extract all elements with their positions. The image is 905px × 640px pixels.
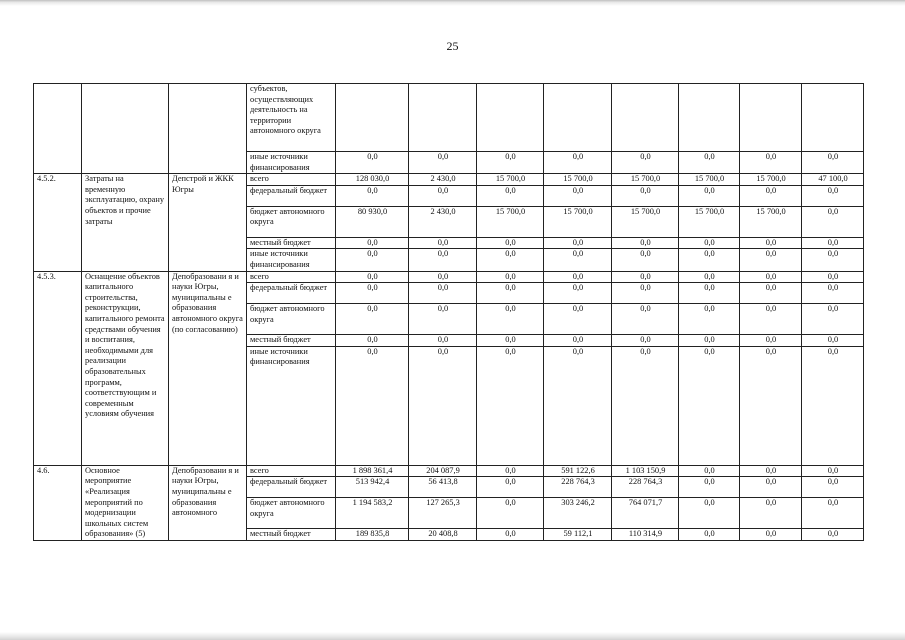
value-cell: 0,0	[544, 237, 612, 249]
source-cell: иные источники финансирования	[247, 249, 336, 271]
scan-edge-bottom	[0, 632, 905, 640]
value-cell: 0,0	[679, 152, 740, 174]
value-cell	[802, 84, 864, 152]
value-cell	[679, 84, 740, 152]
source-cell: местный бюджет	[247, 529, 336, 541]
value-cell: 189 835,8	[336, 529, 409, 541]
item-executor: Депобразовани я и науки Югры, муниципальны е образования автономного округа (по согласованию)	[169, 271, 247, 465]
value-cell: 591 122,6	[544, 465, 612, 477]
item-number: 4.6.	[34, 465, 82, 541]
value-cell: 0,0	[336, 152, 409, 174]
value-cell: 47 100,0	[802, 174, 864, 186]
value-cell: 0,0	[802, 185, 864, 206]
value-cell: 228 764,3	[544, 477, 612, 498]
value-cell: 0,0	[477, 465, 544, 477]
name-cell	[82, 84, 169, 174]
table-row	[34, 174, 864, 186]
value-cell: 0,0	[477, 304, 544, 335]
value-cell: 0,0	[477, 152, 544, 174]
value-cell: 0,0	[612, 271, 679, 283]
value-cell: 15 700,0	[612, 206, 679, 237]
value-cell: 0,0	[679, 477, 740, 498]
value-cell: 0,0	[740, 249, 802, 271]
value-cell: 0,0	[544, 271, 612, 283]
value-cell: 0,0	[336, 283, 409, 304]
value-cell: 0,0	[802, 498, 864, 529]
value-cell: 0,0	[802, 477, 864, 498]
value-cell: 0,0	[544, 249, 612, 271]
value-cell: 1 194 583,2	[336, 498, 409, 529]
value-cell: 0,0	[740, 185, 802, 206]
value-cell: 0,0	[740, 304, 802, 335]
source-cell: федеральный бюджет	[247, 477, 336, 498]
value-cell: 0,0	[802, 346, 864, 465]
value-cell: 0,0	[679, 283, 740, 304]
value-cell: 1 898 361,4	[336, 465, 409, 477]
value-cell: 0,0	[544, 304, 612, 335]
value-cell: 0,0	[336, 346, 409, 465]
item-name: Основное мероприятие «Реализация мероприятий по модернизации школьных систем образования» (5)	[82, 465, 169, 541]
value-cell: 0,0	[612, 283, 679, 304]
value-cell: 0,0	[679, 185, 740, 206]
value-cell: 0,0	[612, 346, 679, 465]
source-cell: субъектов, осуществляющих деятельность на территории автономного округа	[247, 84, 336, 152]
value-cell: 15 700,0	[740, 174, 802, 186]
value-cell: 0,0	[336, 237, 409, 249]
table-row	[34, 271, 864, 283]
value-cell: 2 430,0	[409, 174, 477, 186]
value-cell: 0,0	[612, 237, 679, 249]
source-cell: иные источники финансирования	[247, 152, 336, 174]
value-cell: 0,0	[336, 335, 409, 347]
value-cell	[740, 84, 802, 152]
value-cell: 15 700,0	[679, 206, 740, 237]
value-cell: 0,0	[612, 335, 679, 347]
value-cell: 80 930,0	[336, 206, 409, 237]
value-cell: 513 942,4	[336, 477, 409, 498]
value-cell: 0,0	[544, 152, 612, 174]
value-cell: 0,0	[679, 335, 740, 347]
value-cell: 0,0	[409, 335, 477, 347]
value-cell: 204 087,9	[409, 465, 477, 477]
source-cell: бюджет автономного округа	[247, 206, 336, 237]
value-cell: 0,0	[802, 237, 864, 249]
value-cell: 0,0	[802, 304, 864, 335]
executor-cell	[169, 84, 247, 174]
value-cell: 0,0	[336, 271, 409, 283]
value-cell: 110 314,9	[612, 529, 679, 541]
number-cell	[34, 84, 82, 174]
value-cell: 0,0	[409, 271, 477, 283]
value-cell: 0,0	[740, 529, 802, 541]
value-cell: 0,0	[740, 477, 802, 498]
value-cell: 15 700,0	[544, 174, 612, 186]
value-cell: 0,0	[802, 465, 864, 477]
value-cell: 0,0	[544, 283, 612, 304]
value-cell: 0,0	[679, 529, 740, 541]
value-cell: 0,0	[336, 249, 409, 271]
value-cell: 15 700,0	[740, 206, 802, 237]
value-cell: 0,0	[409, 185, 477, 206]
value-cell: 0,0	[802, 249, 864, 271]
value-cell: 0,0	[802, 152, 864, 174]
value-cell: 0,0	[679, 304, 740, 335]
table-row	[34, 84, 864, 152]
item-name: Затраты на временную эксплуатацию, охрану объектов и прочие затраты	[82, 174, 169, 271]
value-cell	[409, 84, 477, 152]
value-cell: 0,0	[477, 346, 544, 465]
value-cell: 0,0	[740, 335, 802, 347]
value-cell	[612, 84, 679, 152]
value-cell: 0,0	[802, 529, 864, 541]
value-cell: 0,0	[336, 185, 409, 206]
table-body	[34, 84, 864, 541]
value-cell: 0,0	[409, 304, 477, 335]
value-cell: 0,0	[477, 477, 544, 498]
source-cell: местный бюджет	[247, 335, 336, 347]
value-cell: 0,0	[740, 152, 802, 174]
value-cell: 0,0	[544, 346, 612, 465]
value-cell: 0,0	[802, 335, 864, 347]
value-cell: 0,0	[740, 465, 802, 477]
source-cell: всего	[247, 465, 336, 477]
value-cell: 303 246,2	[544, 498, 612, 529]
source-cell: бюджет автономного округа	[247, 498, 336, 529]
value-cell: 228 764,3	[612, 477, 679, 498]
value-cell: 0,0	[802, 206, 864, 237]
value-cell: 0,0	[409, 152, 477, 174]
value-cell: 0,0	[544, 335, 612, 347]
value-cell: 15 700,0	[544, 206, 612, 237]
value-cell: 0,0	[409, 346, 477, 465]
value-cell: 127 265,3	[409, 498, 477, 529]
value-cell: 0,0	[477, 335, 544, 347]
funding-table	[33, 83, 864, 541]
value-cell: 15 700,0	[477, 174, 544, 186]
table-row	[34, 465, 864, 477]
value-cell: 0,0	[477, 529, 544, 541]
value-cell: 0,0	[740, 283, 802, 304]
value-cell: 0,0	[679, 249, 740, 271]
value-cell: 0,0	[612, 249, 679, 271]
source-cell: федеральный бюджет	[247, 283, 336, 304]
item-number: 4.5.3.	[34, 271, 82, 465]
value-cell: 0,0	[477, 271, 544, 283]
value-cell: 0,0	[740, 346, 802, 465]
value-cell: 0,0	[477, 237, 544, 249]
value-cell: 15 700,0	[477, 206, 544, 237]
value-cell: 0,0	[336, 304, 409, 335]
value-cell: 59 112,1	[544, 529, 612, 541]
value-cell	[336, 84, 409, 152]
value-cell: 0,0	[409, 283, 477, 304]
value-cell: 0,0	[679, 465, 740, 477]
value-cell: 20 408,8	[409, 529, 477, 541]
value-cell: 0,0	[740, 271, 802, 283]
value-cell: 0,0	[679, 271, 740, 283]
scan-edge-top	[0, 0, 905, 6]
source-cell: федеральный бюджет	[247, 185, 336, 206]
value-cell: 0,0	[679, 346, 740, 465]
value-cell	[544, 84, 612, 152]
value-cell: 0,0	[477, 283, 544, 304]
page-number: 25	[446, 39, 459, 53]
value-cell: 15 700,0	[612, 174, 679, 186]
value-cell: 0,0	[477, 185, 544, 206]
value-cell: 56 413,8	[409, 477, 477, 498]
source-cell: всего	[247, 271, 336, 283]
value-cell	[477, 84, 544, 152]
value-cell: 0,0	[612, 304, 679, 335]
value-cell: 15 700,0	[679, 174, 740, 186]
value-cell: 0,0	[679, 237, 740, 249]
value-cell: 0,0	[740, 237, 802, 249]
item-executor: Депобразовани я и науки Югры, муниципальны е образования автономного	[169, 465, 247, 541]
source-cell: местный бюджет	[247, 237, 336, 249]
item-name: Оснащение объектов капитального строительства, реконструкции, капитального ремонта средствами обучения и воспитания, необходимыми для реализации образовательных программ, соответствующим и современным условиям обучения	[82, 271, 169, 465]
value-cell: 128 030,0	[336, 174, 409, 186]
value-cell: 0,0	[477, 498, 544, 529]
value-cell: 0,0	[409, 237, 477, 249]
value-cell: 0,0	[612, 152, 679, 174]
value-cell: 0,0	[740, 498, 802, 529]
value-cell: 0,0	[802, 271, 864, 283]
value-cell: 0,0	[477, 249, 544, 271]
item-executor: Депстрой и ЖКК Югры	[169, 174, 247, 271]
source-cell: иные источники финансирования	[247, 346, 336, 465]
source-cell: бюджет автономного округа	[247, 304, 336, 335]
value-cell: 0,0	[802, 283, 864, 304]
value-cell: 0,0	[409, 249, 477, 271]
source-cell: всего	[247, 174, 336, 186]
value-cell: 2 430,0	[409, 206, 477, 237]
value-cell: 0,0	[544, 185, 612, 206]
value-cell: 1 103 150,9	[612, 465, 679, 477]
value-cell: 0,0	[679, 498, 740, 529]
value-cell: 0,0	[612, 185, 679, 206]
item-number: 4.5.2.	[34, 174, 82, 271]
value-cell: 764 071,7	[612, 498, 679, 529]
